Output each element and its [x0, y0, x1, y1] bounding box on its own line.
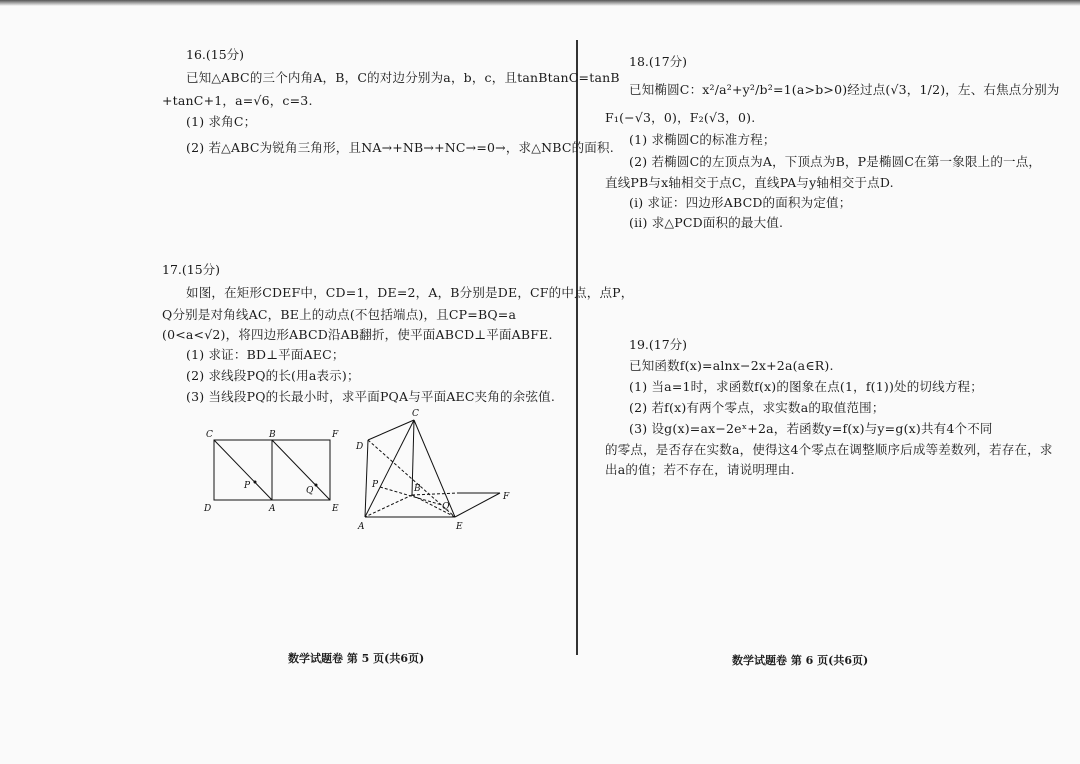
q18-part-2i: (i) 求证：四边形ABCD的面积为定值；	[629, 195, 852, 210]
label-d-3d: D	[356, 442, 364, 452]
label-q-3d: Q	[442, 502, 450, 512]
label-f: F	[332, 430, 339, 440]
q18-part-1: (1) 求椭圆C的标准方程；	[629, 132, 776, 147]
rectangle-figure	[198, 425, 348, 520]
q16-part-2: (2) 若△ABC为锐角三角形，且NA→+NB→+NC→=0→，求△NBC的面积.	[186, 140, 614, 155]
label-b-3d: B	[414, 484, 421, 494]
q19-part-2: (2) 若f(x)有两个零点，求实数a的取值范围；	[629, 400, 885, 415]
q17-line-1: 如图，在矩形CDEF中，CD=1，DE=2，A，B分别是DE，CF的中点，点P，	[186, 285, 634, 300]
q17-part-1: (1) 求证：BD⊥平面AEC；	[186, 347, 345, 362]
q18-line-1: 已知椭圆C：x²/a²+y²/b²=1(a>b>0)经过点(√3，1/2)，左、右焦点分别为	[629, 82, 1060, 97]
folded-solid-figure	[350, 405, 520, 535]
label-c-3d: C	[412, 409, 419, 419]
q17-line-3: (0<a<√2)，将四边形ABCD沿AB翻折，使平面ABCD⊥平面ABFE.	[162, 327, 553, 342]
q18-part-2: (2) 若椭圆C的左顶点为A，下顶点为B，P是椭圆C在第一象限上的一点，	[629, 154, 1042, 169]
q16-part-1: (1) 求角C；	[186, 114, 257, 129]
label-q: Q	[306, 486, 314, 496]
label-p-3d: P	[372, 480, 379, 490]
q18-line-5: 直线PB与x轴相交于点C，直线PA与y轴相交于点D.	[605, 175, 894, 190]
q19-title: 19.(17分)	[629, 337, 688, 352]
label-e-3d: E	[456, 522, 463, 532]
label-b: B	[269, 430, 276, 440]
label-c: C	[206, 430, 213, 440]
q17-part-2: (2) 求线段PQ的长(用a表示)；	[186, 368, 360, 383]
q18-part-2ii: (ii) 求△PCD面积的最大值.	[629, 215, 784, 230]
label-p: P	[244, 481, 251, 491]
label-a-3d: A	[358, 522, 365, 532]
q18-line-2: F₁(−√3，0)，F₂(√3，0).	[605, 110, 756, 125]
q19-line-1: 已知函数f(x)=alnx−2x+2a(a∈R).	[629, 358, 834, 373]
q19-part-1: (1) 当a=1时，求函数f(x)的图象在点(1，f(1))处的切线方程；	[629, 379, 983, 394]
label-f-3d: F	[503, 492, 510, 502]
label-a: A	[269, 504, 276, 514]
q18-title: 18.(17分)	[629, 54, 688, 69]
label-d: D	[204, 504, 212, 514]
q19-line-6: 出a的值；若不存在，请说明理由.	[605, 462, 795, 477]
q16-line-2: +tanC+1，a=√6，c=3.	[162, 93, 313, 108]
q16-title: 16.(15分)	[186, 47, 245, 62]
page-footer-left: 数学试题卷 第 5 页(共6页)	[288, 652, 425, 665]
label-e: E	[332, 504, 339, 514]
q19-line-5: 的零点，是否存在实数a，使得这4个零点在调整顺序后成等差数列，若存在，求	[605, 442, 1053, 457]
right-page	[577, 0, 1080, 764]
page-footer-right: 数学试题卷 第 6 页(共6页)	[732, 654, 869, 667]
q17-part-3: (3) 当线段PQ的长最小时，求平面PQA与平面AEC夹角的余弦值.	[186, 389, 556, 404]
q17-title: 17.(15分)	[162, 262, 221, 277]
q16-line-1: 已知△ABC的三个内角A，B，C的对边分别为a，b，c，且tanBtanC=tanB	[186, 70, 620, 85]
q19-part-3: (3) 设g(x)=ax−2eˣ+2a，若函数y=f(x)与y=g(x)共有4个不同	[629, 421, 993, 436]
q17-line-2: Q分别是对角线AC，BE上的动点(不包括端点)，且CP=BQ=a	[162, 307, 517, 322]
